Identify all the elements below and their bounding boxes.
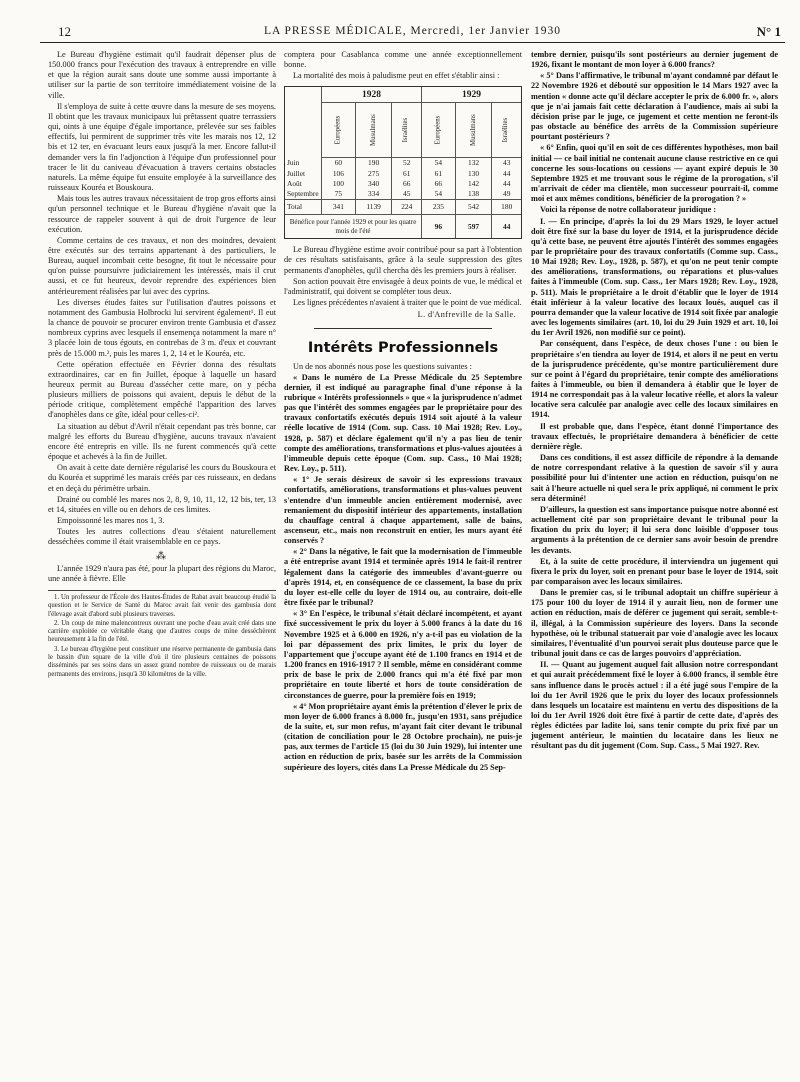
column-header: Israélites	[492, 103, 521, 158]
page-number: 12	[58, 24, 71, 39]
table-cell: 45	[392, 189, 422, 200]
table-cell: 96	[422, 215, 456, 239]
year-header: 1929	[422, 87, 521, 103]
table-cell: 66	[392, 179, 422, 189]
column-header: Musulmans	[355, 103, 392, 158]
year-header: 1928	[322, 87, 422, 103]
paragraph: La situation au début d'Avril n'était cependant pas très bonne, car malgré les efforts du Bureau d'hygiène, aucuns travaux n'avaient encore été entrepris en ville. Ils ne furent commencés qu'à cette époque et achevés à la fin de Juillet.	[48, 421, 276, 462]
table-cell: 138	[455, 189, 492, 200]
table-cell: 341	[322, 200, 356, 215]
page-header	[40, 20, 785, 43]
table-cell: 130	[455, 169, 492, 179]
total-row	[285, 200, 521, 215]
table-cell: 190	[355, 158, 392, 169]
table-cell: 340	[355, 179, 392, 189]
table-cell: 180	[492, 200, 521, 215]
paragraph: Il s'employa de suite à cette œuvre dans la mesure de ses moyens. Il obtint que les travaux municipaux lui prêtassent quatre terrassiers qui, oints à une équipe d'égale importance, prélevée sur ses faibles effectifs, lui permirent de supprimer très vite les marais nos 12, 12 bis et 12 ter, en évacuant leurs eaux jusqu'à la mer. Encore fallut-il demander vers la fin l'adjonction à l'équipe d'un professionnel pour tracer le lit du caniveau d'évacuation à travers certains obstacles naturels. La même équipe fut ensuite employée à la surveillance des ruisseaux Kouréa et Bouskoura.	[48, 101, 276, 193]
table-row	[285, 179, 521, 189]
paragraph: I. — En principe, d'après la loi du 29 Mars 1929, le loyer actuel doit être fixé sur la base du loyer de 1914, et la jurisprudence décide qu'à cette base, ne peuvent être ajoutés l'intérêt des sommes engagées par le propriétaire pour des travaux confortatifs (Comme sup. Cass., 10 Mai 1928; Rev. Loy., 1928, p. 587), et qu'on ne peut tenir compte des améliorations, transformations, ou réparations et plus-values faites à l'immeuble (Com. sup. Cass., 1er Mars 1928; Rev. Loy., 1928, p. 511). Mais le propriétaire a le droit d'établir que le loyer de 1914 était inférieur à la valeur locative des locaux loués, auquel cas il pourra demander que la valeur locative de 1914 soit fixée par analogie avec les logements similaires (art. 10, loi du 29 Juin 1929 et art. 10, loi du 1er Avril 1926, non modifié sur ce point).	[531, 216, 778, 338]
table-cell: 106	[322, 169, 356, 179]
table-cell: 224	[392, 200, 422, 215]
paragraph: Et, à la suite de cette procédure, il interviendra un jugement qui fixera le prix du loyer, soit en prenant pour base le loyer de 1914, soit par comparaison avec les locaux similaires.	[531, 556, 778, 586]
paragraph: « 3° En l'espèce, le tribunal s'était déclaré incompétent, et ayant fixé successivement le prix du loyer à 5.000 francs à la date du 16 Novembre 1925 et à 6.000 en 1926, n'y a-t-il pas eu violation de la loi par dépassement des prix limites, le prix du loyer de l'appartement que j'occupe ayant été de 1.100 francs en 1914 et de 1.200 francs en 1916-1917 ? Il semble, même en considérant comme prix de base le prix de 2.000 francs qui m'a été fixé par mon propriétaire en toute liberté et hors de toute considération de circonstances de guerre, pour la première fois en 1919;	[284, 609, 522, 700]
paragraph: Les lignes précédentes n'avaient à traiter que le point de vue médical.	[293, 298, 522, 308]
benefit-row	[285, 215, 521, 239]
paragraph: Par conséquent, dans l'espèce, de deux choses l'une : ou bien le propriétaire s'en tiendra au loyer de 1914, et alors il ne peut en vertu de la jurisprudence précédente, qu'se montre particulièrement dure sur ce point à l'égard du propriétaire, tenir compte des améliorations faites à l'immeuble, ou bien il demandera à établir que le loyer de 1914 ne correspondait pas à la valeur locative réelle, et alors la valeur locative sera calculée par analogie avec celle des locaux similaires en 1914.	[531, 339, 778, 420]
table-cell: 275	[355, 169, 392, 179]
paragraph: Comme certains de ces travaux, et non des moindres, devaient être exécutés sur des terrains appartenant à des particuliers, le Bureau, auquel incombait cette besogne, fit tout le nécessaire pour qu'on puisse poursuivre judiciairement les intéressés, mais il crut aussi, et ce fut heureux, devoir reprendre des expériences bien antérieurement réalisées par lui avec des cyprins.	[48, 235, 276, 296]
paragraph: « 5° Dans l'affirmative, le tribunal m'ayant condamné par défaut le 22 Novembre 1926 et débouté sur opposition le 14 Mars 1927 avec la mention « donne acte qu'il déclare accepter le prix de 6.000 fr. », alors que je n'ai jamais fait cette déclaration à l'audience, mais ai subi la décision prise par le juge, ce jugement et cette mention ne feront-ils pas obstacle au bénéfice des arrêts de la Commission supérieure pourtant postérieurs ?	[531, 71, 778, 142]
paragraph: Les diverses études faites sur l'utilisation d'autres poissons et notamment des Gambusia Holbrocki lui servirent également¹. Il eut la chance de pouvoir se procurer environ trente Gambusia et d'assez nombreux cyprins avec lesquels il ensemença notamment la mare n° 3 placée loin de tous égouts, en contrebas de 3 m. d'eux et couvrant près de 15.000 m.², puis les mares 1, 2, 14 et le Kouréa, etc.	[48, 297, 276, 358]
table-cell: 542	[455, 200, 492, 215]
row-label: Juin	[287, 158, 300, 168]
table-cell: 66	[422, 179, 456, 189]
table-cell: 43	[492, 158, 521, 169]
paragraph: Dans ces conditions, il est assez difficile de répondre à la demande de notre correspondant relative à la question de savoir s'il y aura possibilité pour lui d'intenter une action en réduction, puisqu'on ne sait à l'heure actuelle ni quel sera le prix appliqué, ni comment le prix sera déterminé!	[531, 453, 778, 503]
paragraph: « 4° Mon propriétaire ayant émis la prétention d'élever le prix de mon loyer de 6.000 francs à 8.000 fr., jusqu'en 1931, sans préjudice de la suite, et, sur mon refus, m'ayant fait citer devant le tribunal (citation de conciliation pour le 28 Octobre prochain), ne puis-je pas, aux termes de l'article 15 (loi du 30 Juin 1929), lui intenter une action en réduction de prix, basée sur les arrêts de la Commission supérieure des loyers, cités dans La Presse Médicale du 25 Sep-	[284, 701, 522, 772]
paragraph: « 2° Dans la négative, le fait que la modernisation de l'immeuble a été entreprise avant 1914 et terminée après 1914 le fait-il rentrer légalement dans la catégorie des immeubles d'avant-guerre ou d'après 1914, et, en conséquence de ce classement, la base du prix du loyer est-elle celle du loyer de 1914 ou, au contraire, doit-elle être fixée par le tribunal?	[284, 547, 522, 608]
column-header: Israélites	[392, 103, 422, 158]
section-separator: ⁂	[156, 550, 168, 562]
reader-question	[284, 373, 522, 773]
paragraph: Le Bureau d'hygiène estimait qu'il faudrait dépenser plus de 150.000 francs pour l'exécution des travaux à entreprendre en ville et que la région aurait sans doute une somme aussi importante à utiliser sur la partie de son territoire immédiatement voisine de la ville.	[48, 50, 276, 100]
paragraph: comptera pour Casablanca comme une année exceptionnellement bonne.	[284, 50, 522, 70]
table-cell: 44	[492, 169, 521, 179]
paragraph: Voici la réponse de notre collaborateur juridique :	[540, 205, 717, 215]
table-cell: 61	[392, 169, 422, 179]
table-cell: 132	[455, 158, 492, 169]
divider	[314, 328, 492, 329]
table-row	[285, 169, 521, 179]
paragraph: Drainé ou comblé les mares nos 2, 8, 9, 10, 11, 12, 12 bis, ter, 13 et 14, situées en ville ou en dehors de ces limites.	[48, 494, 276, 514]
paragraph: On avait à cette date dernière régularisé les cours du Bouskoura et du Kouréa et supprimé les marais créés par ces ruisseaux, en dedans et en deçà du périmètre urbain.	[48, 463, 276, 493]
paragraph: Dans le premier cas, si le tribunal adoptait un chiffre supérieur à 175 pour 100 du loyer de 1914 il y aurait lieu, non de former une action en réduction, mais de déférer ce jugement qui serait, semble-t-il, illégal, à la Commission supérieure des loyers. Dans la seconde hypothèse, où le tribunal statuerait par voie d'analogie avec les locaux similaires, l'éventualité d'un pourvoi serait plus douteuse parce que le tribunal jouit dans ce cas de larges pouvoirs d'appréciation.	[531, 588, 778, 659]
table-cell: 54	[422, 158, 456, 169]
row-label: Bénéfice pour l'année 1929 et pour les quatre mois de l'été	[285, 215, 422, 239]
column-left	[48, 50, 276, 680]
table-cell: 1139	[355, 200, 392, 215]
table-cell: 61	[422, 169, 456, 179]
footnote: 3. Le bureau d'hygiène peut constituer une réserve permanente de gambusia dans le bassin d'un square de la ville d'où il tire plusieurs centaines de poissons disséminés par ses soins dans un assez grand nombre de ruisseaux ou de marais permanents des environs, jusqu'à 30 kilomètres de la ville.	[48, 645, 276, 678]
table-row	[285, 189, 521, 200]
section-heading: Intérêts Professionnels	[307, 340, 499, 357]
paragraph: Un de nos abonnés nous pose les questions suivantes :	[293, 361, 472, 371]
table-cell: 44	[492, 179, 521, 189]
table-cell: 75	[322, 189, 356, 200]
paragraph: « Dans le numéro de La Presse Médicale du 25 Septembre dernier, il est indiqué au paragraphe final d'une réponse à la rubrique « Intérêts professionnels » que « la jurisprudence n'admet pas que l'intérêt des sommes engagées par le propriétaire pour des travaux confortatifs exécutés depuis 1914 soit ajouté à la valeur réelle locative de 1914 (Com. sup. Cass. 10 Mai 1928; Rev. Loy., 1928, p. 587) et déclare également qu'il n'y a pas lieu de tenir compte des améliorations, transformations et plus-values ajoutées à l'immeuble depuis cette époque (Com. sup. Cass., 10 Mai 1928; Rev. Loy., p. 511).	[284, 372, 522, 474]
paragraph: La mortalité des mois à paludisme peut en effet s'établir ainsi :	[293, 71, 500, 81]
column-right	[531, 50, 778, 753]
paragraph: tembre dernier, puisqu'ils sont postérieurs au dernier jugement de 1926, fixant le montant de mon loyer à 6.000 francs?	[531, 50, 778, 70]
footnote: 1. Un professeur de l'École des Hautes-Études de Rabat avait beaucoup étudié la question et le Service de Santé du Maroc avait fait venir des gambusia dont l'élevage avait d'abord subi plusieurs traverses.	[48, 593, 276, 618]
paragraph: Toutes les autres collections d'eau s'étaient naturellement desséchées comme il était vraisemblable en ce pays.	[48, 527, 276, 547]
paragraph: D'ailleurs, la question est sans importance puisque notre abonné est actuellement cité par son propriétaire devant le tribunal pour la fixation du prix du loyer; il lui sera donc loisible d'opposer tous arguments à la prétention de ce dernier sans avoir besoin de prendre les devants.	[531, 504, 778, 555]
table-cell: 334	[355, 189, 392, 200]
column-middle	[284, 50, 522, 774]
row-label: Total	[285, 200, 322, 215]
table-cell: 44	[492, 215, 521, 239]
column-header: Européens	[322, 103, 356, 158]
running-title: LA PRESSE MÉDICALE, Mercredi, 1er Janvier 1930	[263, 25, 562, 37]
table-cell: 54	[422, 189, 456, 200]
table-cell: 142	[455, 179, 492, 189]
column-header: Musulmans	[455, 103, 492, 158]
author-signature: L. d'Anfreville de la Salle.	[417, 310, 516, 320]
paragraph: « 6° Enfin, quoi qu'il en soit de ces différentes hypothèses, mon bail initial — ce bail initial ne contenait aucune clause restrictive en ce qui concerne les sous-locations ou cessions — ayant expiré depuis le 30 Septembre 1925 et me trouvant sous le régime de la prorogation, s'il m'arrivait de céder ma clientèle, mon successeur pourrait-il, comme moi et aux mêmes conditions, bénéficier de la prorogation ? »	[531, 143, 778, 204]
footnote: 2. Un coup de mine malencontreux ouvrant une poche d'eau avait créé dans une carrière exploitée ce véritable étang que d'autres coups de mine desséchèrent heureusement à la fin de l'été.	[48, 619, 276, 644]
paragraph: L'année 1929 n'aura pas été, pour la plupart des régions du Maroc, une année à fièvre. Elle	[48, 563, 277, 583]
table-cell: 235	[422, 200, 456, 215]
paragraph: II. — Quant au jugement auquel fait allusion notre correspondant et qui aurait précédemment fixé le loyer à 6.000 francs, il semble être sans influence dans le procès actuel : il a été jugé sous l'empire de la loi du 1er Avril 1926 que le prix du loyer des locaux professionnels dans lesquels un locataire est maintenu en vertu des dispositions de la loi du 1er Avril 1926 doit être fixé à partir de cette date, d'après des règles édictées par ladite loi, sans tenir compte du prix fixé par un jugement antérieur, le maintien du locataire dans les lieux ne résultant pas du dit jugement (Com. Sup. Cass., 5 Mai 1927. Rev.	[531, 660, 778, 751]
footnotes	[48, 590, 276, 679]
paragraph: « 1° Je serais désireux de savoir si les expressions travaux confortatifs, améliorations, transformations et plus-values peuvent s'entendre d'un immeuble ancien entièrement modernisé, avec remaniement du dispositif intérieur des appartements, installation du chauffage central à chaque appartement, salle de bains, ascenseur, etc., mais non reconstruit en entier, les murs ayant été conservés ?	[284, 475, 522, 546]
table-cell: 100	[322, 179, 356, 189]
paragraph: Mais tous les autres travaux nécessitaient de trop gros efforts ainsi qu'un personnel technique et le Bureau d'hygiène n'avait que la ressource de rappeler souvent à qui de droit l'urgence de leur exécution.	[48, 194, 276, 234]
paragraph: Il est probable que, dans l'espèce, étant donné l'importance des travaux effectués, le propriétaire demandera à bénéficier de cette dernière règle.	[531, 421, 778, 451]
table-cell: 52	[392, 158, 422, 169]
table-corner	[285, 87, 322, 158]
paragraph: Empoissonné les mares nos 1, 3.	[57, 516, 165, 526]
table-cell: 60	[322, 158, 356, 169]
table-row	[285, 158, 521, 169]
row-label: Juillet	[287, 168, 306, 178]
paragraph: Son action pouvait être envisagée à deux points de vue, le médical et l'administratif, qui doivent se compléter tous deux.	[284, 276, 522, 296]
table-cell: 597	[455, 215, 492, 239]
mortality-table	[284, 86, 522, 239]
table-cell: 49	[492, 189, 521, 200]
row-label: Août	[287, 178, 302, 188]
paragraph: Le Bureau d'hygiène estime avoir contribué pour sa part à l'obtention de ces résultats satisfaisants, grâce à la seule suppression des gîtes permanents d'anophèles, qu'il chercha dès les premiers jours à réaliser.	[284, 245, 522, 275]
paragraph: Cette opération effectuée en Février donna des résultats extraordinaires, car en fin Juillet, époque à laquelle un hasard heureux permit au Bureau d'assécher cette mare, on y pécha plusieurs milliers de poissons qui avaient, depuis le début de la période critique, complètement empêché l'apparition des larves d'anophèles dans ce gîte, idéal pour celles-ci².	[48, 359, 276, 420]
row-label: Septembre	[287, 188, 319, 198]
issue-number: N° 1	[756, 24, 781, 39]
column-header: Européens	[422, 103, 456, 158]
